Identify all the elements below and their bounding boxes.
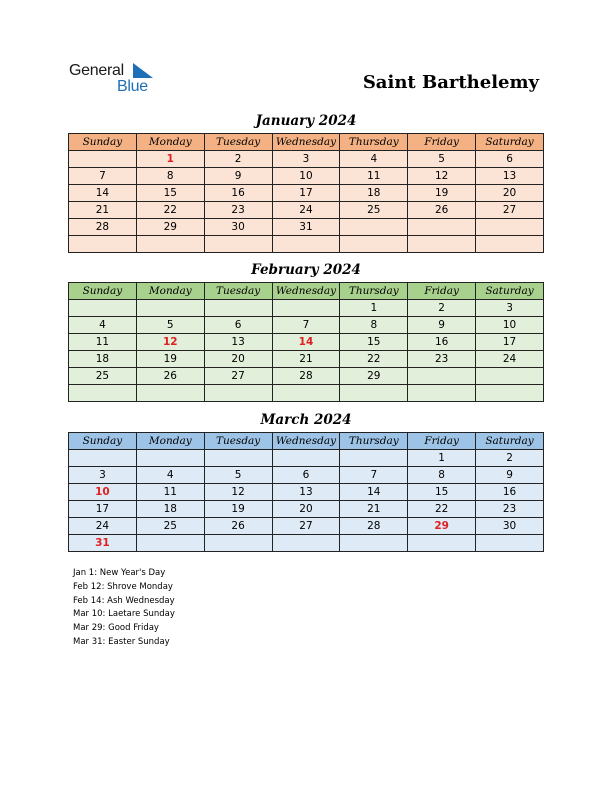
empty-day-cell xyxy=(69,450,137,467)
weekday-header: Saturday xyxy=(476,433,544,450)
day-cell: 5 xyxy=(408,151,476,168)
day-cell: 12 xyxy=(204,484,272,501)
day-cell: 7 xyxy=(69,168,137,185)
day-cell: 4 xyxy=(340,151,408,168)
day-cell: 25 xyxy=(340,202,408,219)
week-row xyxy=(69,535,544,552)
week-row xyxy=(69,368,544,385)
empty-day-cell xyxy=(204,300,272,317)
day-cell: 25 xyxy=(136,518,204,535)
day-cell: 20 xyxy=(476,185,544,202)
holiday-item: Feb 14: Ash Wednesday xyxy=(73,595,175,606)
week-row xyxy=(69,202,544,219)
weekday-header: Friday xyxy=(408,433,476,450)
day-cell: 11 xyxy=(340,168,408,185)
week-row xyxy=(69,518,544,535)
day-cell: 12 xyxy=(408,168,476,185)
day-cell: 21 xyxy=(340,501,408,518)
day-cell: 22 xyxy=(408,501,476,518)
day-cell: 10 xyxy=(272,168,340,185)
empty-day-cell xyxy=(204,385,272,402)
day-cell: 24 xyxy=(272,202,340,219)
day-cell: 16 xyxy=(476,484,544,501)
day-cell: 2 xyxy=(204,151,272,168)
day-cell: 1 xyxy=(136,151,204,168)
day-cell: 23 xyxy=(408,351,476,368)
day-cell: 10 xyxy=(476,317,544,334)
calendar-march xyxy=(68,432,544,552)
empty-day-cell xyxy=(272,385,340,402)
calendar-january xyxy=(68,133,544,253)
day-cell: 8 xyxy=(136,168,204,185)
day-cell: 9 xyxy=(476,467,544,484)
weekday-header-row xyxy=(69,134,544,151)
day-cell: 3 xyxy=(272,151,340,168)
empty-day-cell xyxy=(204,236,272,253)
day-cell: 17 xyxy=(476,334,544,351)
day-cell: 15 xyxy=(136,185,204,202)
day-cell: 8 xyxy=(340,317,408,334)
holiday-list xyxy=(73,567,175,650)
day-cell: 19 xyxy=(204,501,272,518)
weekday-header: Wednesday xyxy=(272,134,340,151)
week-row xyxy=(69,219,544,236)
empty-day-cell xyxy=(136,450,204,467)
empty-day-cell xyxy=(476,368,544,385)
day-cell: 20 xyxy=(272,501,340,518)
day-cell: 22 xyxy=(340,351,408,368)
weekday-header: Monday xyxy=(136,283,204,300)
weekday-header: Wednesday xyxy=(272,283,340,300)
empty-day-cell xyxy=(340,385,408,402)
empty-day-cell xyxy=(340,450,408,467)
day-cell: 3 xyxy=(69,467,137,484)
day-cell: 14 xyxy=(272,334,340,351)
day-cell: 29 xyxy=(408,518,476,535)
weekday-header: Sunday xyxy=(69,134,137,151)
empty-day-cell xyxy=(408,535,476,552)
empty-day-cell xyxy=(476,219,544,236)
empty-day-cell xyxy=(272,236,340,253)
day-cell: 31 xyxy=(272,219,340,236)
day-cell: 27 xyxy=(204,368,272,385)
week-row xyxy=(69,151,544,168)
day-cell: 27 xyxy=(476,202,544,219)
empty-day-cell xyxy=(136,535,204,552)
day-cell: 25 xyxy=(69,368,137,385)
day-cell: 17 xyxy=(272,185,340,202)
day-cell: 17 xyxy=(69,501,137,518)
weekday-header-row xyxy=(69,433,544,450)
weekday-header: Friday xyxy=(408,134,476,151)
week-row xyxy=(69,236,544,253)
week-row xyxy=(69,450,544,467)
day-cell: 15 xyxy=(408,484,476,501)
day-cell: 28 xyxy=(69,219,137,236)
day-cell: 6 xyxy=(476,151,544,168)
day-cell: 28 xyxy=(272,368,340,385)
country-title: Saint Barthelemy xyxy=(362,72,539,93)
day-cell: 21 xyxy=(272,351,340,368)
week-row xyxy=(69,185,544,202)
day-cell: 12 xyxy=(136,334,204,351)
day-cell: 7 xyxy=(340,467,408,484)
weekday-header: Friday xyxy=(408,283,476,300)
day-cell: 30 xyxy=(476,518,544,535)
empty-day-cell xyxy=(136,300,204,317)
logo-text-general: General xyxy=(69,62,124,79)
empty-day-cell xyxy=(476,236,544,253)
day-cell: 24 xyxy=(69,518,137,535)
weekday-header: Saturday xyxy=(476,134,544,151)
empty-day-cell xyxy=(69,385,137,402)
day-cell: 13 xyxy=(272,484,340,501)
week-row xyxy=(69,317,544,334)
week-row xyxy=(69,300,544,317)
week-row xyxy=(69,484,544,501)
weekday-header: Tuesday xyxy=(204,134,272,151)
day-cell: 24 xyxy=(476,351,544,368)
week-row xyxy=(69,501,544,518)
day-cell: 1 xyxy=(408,450,476,467)
day-cell: 26 xyxy=(408,202,476,219)
day-cell: 21 xyxy=(69,202,137,219)
weekday-header: Thursday xyxy=(340,283,408,300)
day-cell: 18 xyxy=(340,185,408,202)
weekday-header: Wednesday xyxy=(272,433,340,450)
day-cell: 15 xyxy=(340,334,408,351)
empty-day-cell xyxy=(204,535,272,552)
day-cell: 19 xyxy=(408,185,476,202)
empty-day-cell xyxy=(204,450,272,467)
weekday-header: Monday xyxy=(136,433,204,450)
day-cell: 9 xyxy=(408,317,476,334)
day-cell: 1 xyxy=(340,300,408,317)
empty-day-cell xyxy=(340,535,408,552)
empty-day-cell xyxy=(476,385,544,402)
empty-day-cell xyxy=(476,535,544,552)
weekday-header: Tuesday xyxy=(204,433,272,450)
weekday-header: Thursday xyxy=(340,433,408,450)
weekday-header: Thursday xyxy=(340,134,408,151)
day-cell: 4 xyxy=(69,317,137,334)
day-cell: 6 xyxy=(204,317,272,334)
day-cell: 13 xyxy=(476,168,544,185)
weekday-header-row xyxy=(69,283,544,300)
holiday-item: Mar 29: Good Friday xyxy=(73,623,159,634)
empty-day-cell xyxy=(408,236,476,253)
day-cell: 2 xyxy=(408,300,476,317)
day-cell: 16 xyxy=(408,334,476,351)
month-title-march: March 2024 xyxy=(260,412,352,428)
day-cell: 30 xyxy=(204,219,272,236)
weekday-header: Tuesday xyxy=(204,283,272,300)
day-cell: 5 xyxy=(204,467,272,484)
day-cell: 26 xyxy=(204,518,272,535)
day-cell: 11 xyxy=(136,484,204,501)
day-cell: 19 xyxy=(136,351,204,368)
empty-day-cell xyxy=(69,151,137,168)
week-row xyxy=(69,385,544,402)
day-cell: 23 xyxy=(476,501,544,518)
day-cell: 11 xyxy=(69,334,137,351)
day-cell: 5 xyxy=(136,317,204,334)
empty-day-cell xyxy=(136,385,204,402)
holiday-item: Jan 1: New Year's Day xyxy=(73,568,166,578)
calendar-february xyxy=(68,282,544,402)
week-row xyxy=(69,168,544,185)
day-cell: 6 xyxy=(272,467,340,484)
day-cell: 26 xyxy=(136,368,204,385)
holiday-item: Feb 12: Shrove Monday xyxy=(73,581,173,592)
logo-triangle-icon xyxy=(133,63,153,78)
week-row xyxy=(69,334,544,351)
weekday-header: Sunday xyxy=(69,283,137,300)
empty-day-cell xyxy=(272,535,340,552)
day-cell: 14 xyxy=(69,185,137,202)
empty-day-cell xyxy=(408,368,476,385)
day-cell: 4 xyxy=(136,467,204,484)
day-cell: 31 xyxy=(69,535,137,552)
empty-day-cell xyxy=(136,236,204,253)
day-cell: 13 xyxy=(204,334,272,351)
day-cell: 22 xyxy=(136,202,204,219)
day-cell: 16 xyxy=(204,185,272,202)
holiday-item: Mar 31: Easter Sunday xyxy=(73,636,170,647)
day-cell: 27 xyxy=(272,518,340,535)
day-cell: 23 xyxy=(204,202,272,219)
day-cell: 28 xyxy=(340,518,408,535)
empty-day-cell xyxy=(69,300,137,317)
day-cell: 2 xyxy=(476,450,544,467)
week-row xyxy=(69,351,544,368)
weekday-header: Saturday xyxy=(476,283,544,300)
day-cell: 10 xyxy=(69,484,137,501)
month-title-january: January 2024 xyxy=(255,113,357,129)
day-cell: 9 xyxy=(204,168,272,185)
day-cell: 29 xyxy=(340,368,408,385)
day-cell: 3 xyxy=(476,300,544,317)
empty-day-cell xyxy=(408,219,476,236)
empty-day-cell xyxy=(69,236,137,253)
day-cell: 29 xyxy=(136,219,204,236)
empty-day-cell xyxy=(408,385,476,402)
empty-day-cell xyxy=(272,300,340,317)
empty-day-cell xyxy=(340,236,408,253)
day-cell: 20 xyxy=(204,351,272,368)
empty-day-cell xyxy=(340,219,408,236)
weekday-header: Monday xyxy=(136,134,204,151)
general-blue-logo xyxy=(69,62,169,96)
empty-day-cell xyxy=(272,450,340,467)
weekday-header: Sunday xyxy=(69,433,137,450)
day-cell: 7 xyxy=(272,317,340,334)
week-row xyxy=(69,467,544,484)
logo-text-blue: Blue xyxy=(117,78,148,95)
day-cell: 14 xyxy=(340,484,408,501)
holiday-item: Mar 10: Laetare Sunday xyxy=(73,609,175,620)
day-cell: 18 xyxy=(136,501,204,518)
day-cell: 18 xyxy=(69,351,137,368)
month-title-february: February 2024 xyxy=(251,262,361,278)
day-cell: 8 xyxy=(408,467,476,484)
